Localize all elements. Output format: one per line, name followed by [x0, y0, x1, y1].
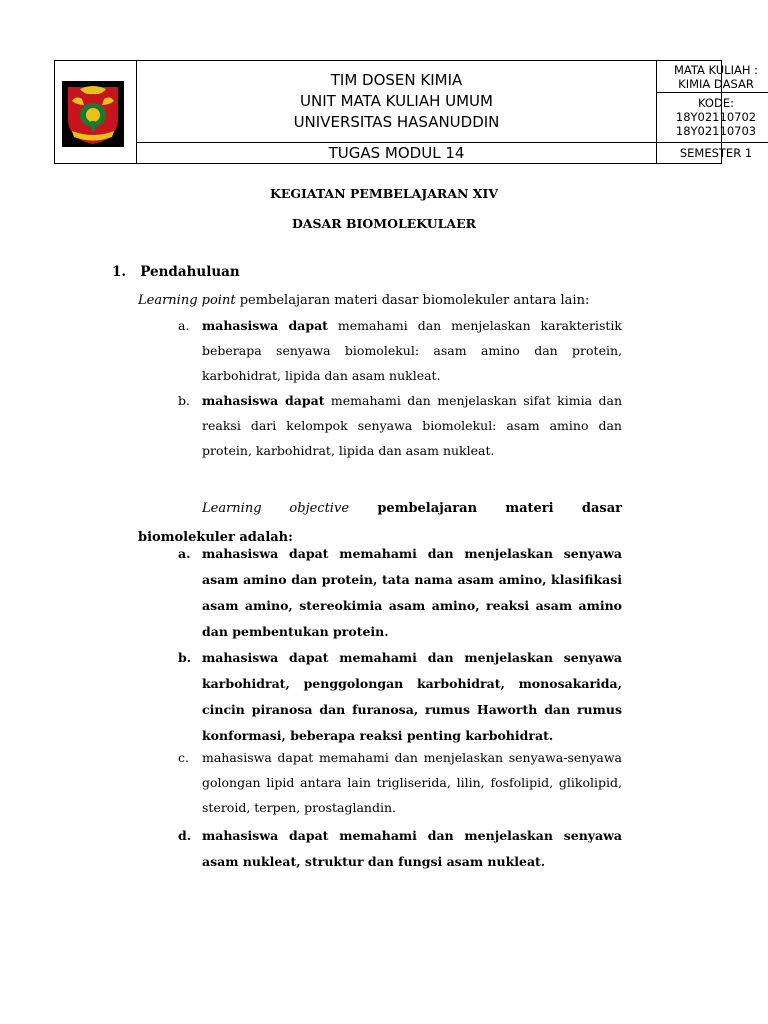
list-item-text: mahasiswa dapat memahami dan menjelaskan senyawa asam amino dan protein, tata nama asam amino, klasifikasi asam amino, stereokimia asam amino, reaksi asam amino dan pembentukan protein. — [202, 546, 622, 639]
list-item-text — [202, 313, 622, 388]
list-item-text: mahasiswa dapat memahami dan menjelaskan senyawa karbohidrat, penggolongan karbohidrat, monosakarida, cincin piranosa dan furanosa, rumus Haworth dan rumus konformasi, beberapa reaksi penting karbohidrat. — [202, 650, 622, 743]
list-item-text: mahasiswa dapat memahami dan menjelaskan senyawa-senyawa golongan lipid antara lain trigliserida, lilin, fosfolipid, glikolipid, steroid, terpen, prostaglandin. — [202, 750, 622, 815]
learning-point-term: Learning point — [138, 293, 236, 308]
learning-objective-term: Learning objective — [202, 501, 350, 516]
institution-line-1: TIM DOSEN KIMIA — [330, 71, 463, 89]
section-heading — [112, 264, 240, 280]
learning-point-intro — [138, 293, 589, 308]
semester-label: SEMESTER 1 — [679, 146, 753, 160]
learning-objective-intro-text: pembelajaran materi dasar biomolekuler adalah: — [138, 501, 622, 545]
section-number: 1. — [112, 264, 127, 280]
list-item-lead: mahasiswa dapat — [202, 393, 325, 408]
list-item-lead: mahasiswa dapat — [202, 318, 328, 333]
list-marker: a. — [178, 318, 190, 333]
course-cell — [657, 61, 768, 93]
course-label: MATA KULIAH : — [673, 63, 759, 77]
section-title: Pendahuluan — [140, 264, 240, 280]
code-label: KODE: — [698, 96, 734, 110]
institution-name-block — [137, 61, 656, 143]
course-code-2: 18Y02110703 — [675, 124, 757, 138]
institution-cell — [137, 61, 657, 163]
list-item-body: memahami dan menjelaskan karakteristik beberapa senyawa biomolekul: asam amino dan protein, karbohidrat, lipida dan asam nukleat. — [202, 318, 622, 383]
course-info-cell — [657, 61, 768, 163]
list-item-text: mahasiswa dapat memahami dan menjelaskan senyawa asam nukleat, struktur dan fungsi asam nukleat. — [202, 828, 622, 869]
activity-title: KEGIATAN PEMBELAJARAN XIV — [269, 186, 499, 201]
list-marker: c. — [178, 750, 189, 765]
learning-objective-item-a — [178, 541, 622, 645]
learning-objective-item-d — [178, 823, 622, 875]
list-marker: b. — [178, 393, 190, 408]
learning-objective-item-b — [178, 645, 622, 749]
learning-objective-item-c — [178, 745, 622, 823]
list-marker: d. — [178, 828, 192, 843]
logo-cell — [55, 61, 137, 163]
document-header-table — [54, 60, 759, 164]
code-cell — [657, 93, 768, 143]
list-marker: b. — [178, 650, 192, 665]
course-name: KIMIA DASAR — [678, 77, 754, 91]
institution-line-3: UNIVERSITAS HASANUDDIN — [293, 113, 500, 131]
institution-line-2: UNIT MATA KULIAH UMUM — [300, 92, 493, 110]
list-item-body: memahami dan menjelaskan sifat kimia dan reaksi dari kelompok senyawa biomolekul: asam amino dan protein, karbohidrat, lipida dan asam nukleat. — [202, 393, 622, 458]
course-code-1: 18Y02110702 — [675, 110, 757, 124]
assignment-title: TUGAS MODUL 14 — [328, 144, 465, 162]
topic-title: DASAR BIOMOLEKULAER — [291, 216, 477, 231]
learning-point-item-a — [178, 313, 622, 388]
list-item-text — [202, 388, 622, 463]
list-marker: a. — [178, 546, 191, 561]
university-logo — [62, 81, 124, 147]
learning-point-intro-text: pembelajaran materi dasar biomolekuler antara lain: — [235, 293, 590, 308]
learning-point-item-b — [178, 388, 622, 463]
